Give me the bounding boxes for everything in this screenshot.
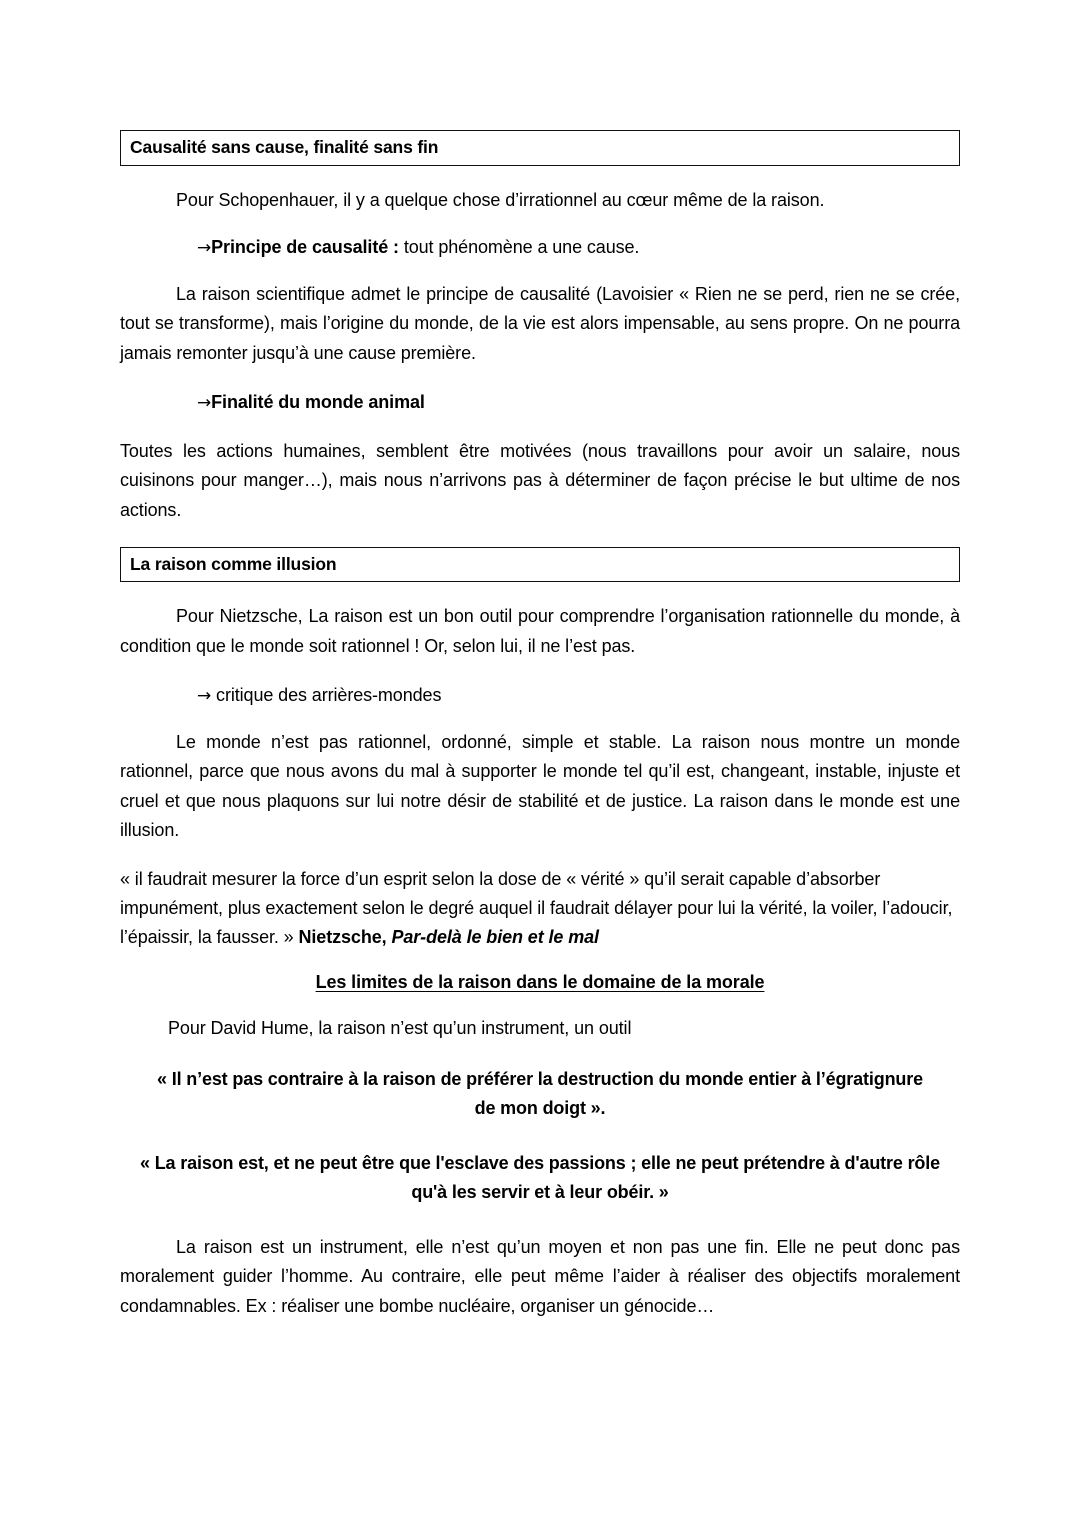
spacer: [120, 845, 960, 865]
arrow-right-icon: →: [197, 685, 212, 706]
bullet-label-principe-causalite: Principe de causalité :: [211, 236, 399, 257]
paragraph-conclusion: La raison est un instrument, elle n’est qu’un moyen et non pas une fin. Elle ne peut donc pas moralement guider l’homme. Au contraire, elle peut même l’aider à réaliser des objectifs moralement condamnables. Ex : réaliser une bombe nucléaire, organiser un génocide…: [120, 1237, 960, 1316]
section-heading-box-causalite: [120, 130, 960, 166]
paragraph-finalite: Toutes les actions humaines, semblent être motivées (nous travaillons pour avoir un salaire, nous cuisinons pour manger…), mais nous n’arrivons pas à déterminer de façon précise le but ultime de nos actions.: [120, 441, 960, 520]
spacer: [120, 1043, 960, 1065]
spacer: [120, 1123, 960, 1149]
spacer: [120, 1207, 960, 1233]
spacer: [120, 525, 960, 547]
quote-nietzsche-work: Par-delà le bien et le mal: [391, 927, 599, 948]
quote-hume-destruction-monde: « Il n’est pas contraire à la raison de préférer la destruction du monde entier à l’égratignure de mon doigt ».: [157, 1068, 923, 1118]
spacer: [120, 215, 960, 233]
bullet-finalite-monde-animal: [120, 388, 960, 418]
spacer: [120, 368, 960, 388]
spacer: [120, 710, 960, 728]
spacer: [120, 582, 960, 602]
quote-nietzsche: [120, 865, 960, 952]
bullet-principe-causalite: [120, 233, 960, 263]
spacer: [120, 952, 960, 968]
bullet-arrieres-mondes: [120, 681, 960, 711]
paragraph-schopenhauer-intro: Pour Schopenhauer, il y a quelque chose d’irrationnel au cœur même de la raison.: [176, 189, 825, 210]
paragraph-hume-intro: Pour David Hume, la raison n’est qu’un instrument, un outil: [168, 1017, 632, 1038]
quote-nietzsche-separator: ,: [381, 927, 392, 948]
spacer: [120, 262, 960, 280]
heading-limites-morale-text: Les limites de la raison dans le domaine de la morale: [315, 972, 765, 993]
section-heading-title: Causalité sans cause, finalité sans fin: [130, 137, 439, 157]
spacer: [120, 417, 960, 437]
spacer: [120, 998, 960, 1014]
spacer: [120, 166, 960, 186]
heading-limites-morale: [120, 968, 960, 997]
bullet-text-principe-causalite: tout phénomène a une cause.: [398, 236, 640, 257]
quote-nietzsche-text: « il faudrait mesurer la force d’un esprit selon la dose de « vérité » qu’il serait capable d’absorber impunément, plus exactement selon le degré auquel il faudrait délayer pour lui la vérité, la voiler, l’adoucir, l’épaissir, la fausser. »: [120, 868, 953, 948]
bullet-text-arrieres-mondes: critique des arrières-mondes: [211, 684, 442, 705]
paragraph-causalite: La raison scientifique admet le principe de causalité (Lavoisier « Rien ne se perd, rien ne se crée, tout se transforme), mais l’origine du monde, de la vie est alors impensable, au sens propre. On ne pourra jamais remonter jusqu’à une cause première.: [120, 284, 960, 363]
bullet-label-finalite: Finalité du monde animal: [211, 391, 425, 412]
arrow-right-icon: →: [197, 237, 212, 258]
paragraph-nietzsche-intro: Pour Nietzsche, La raison est un bon outil pour comprendre l’organisation rationnelle du monde, à condition que le monde soit rationnel ! Or, selon lui, il ne l’est pas.: [120, 606, 960, 656]
section-heading-box-illusion: [120, 547, 960, 583]
quote-nietzsche-author: Nietzsche: [298, 927, 382, 948]
arrow-right-icon: →: [197, 392, 212, 413]
spacer: [120, 661, 960, 681]
paragraph-monde-irrationnel: Le monde n’est pas rationnel, ordonné, simple et stable. La raison nous montre un monde rationnel, parce que nous avons du mal à supporter le monde tel qu’il est, changeant, instable, injuste et cruel et que nous plaquons sur lui notre désir de stabilité et de justice. La raison dans le monde est une illusion.: [120, 732, 960, 840]
quote-hume-esclave-passions: « La raison est, et ne peut être que l'esclave des passions ; elle ne peut prétendre à d'autre rôle qu'à les servir et à leur obéir. »: [140, 1153, 940, 1203]
section-heading-title: La raison comme illusion: [130, 553, 337, 574]
